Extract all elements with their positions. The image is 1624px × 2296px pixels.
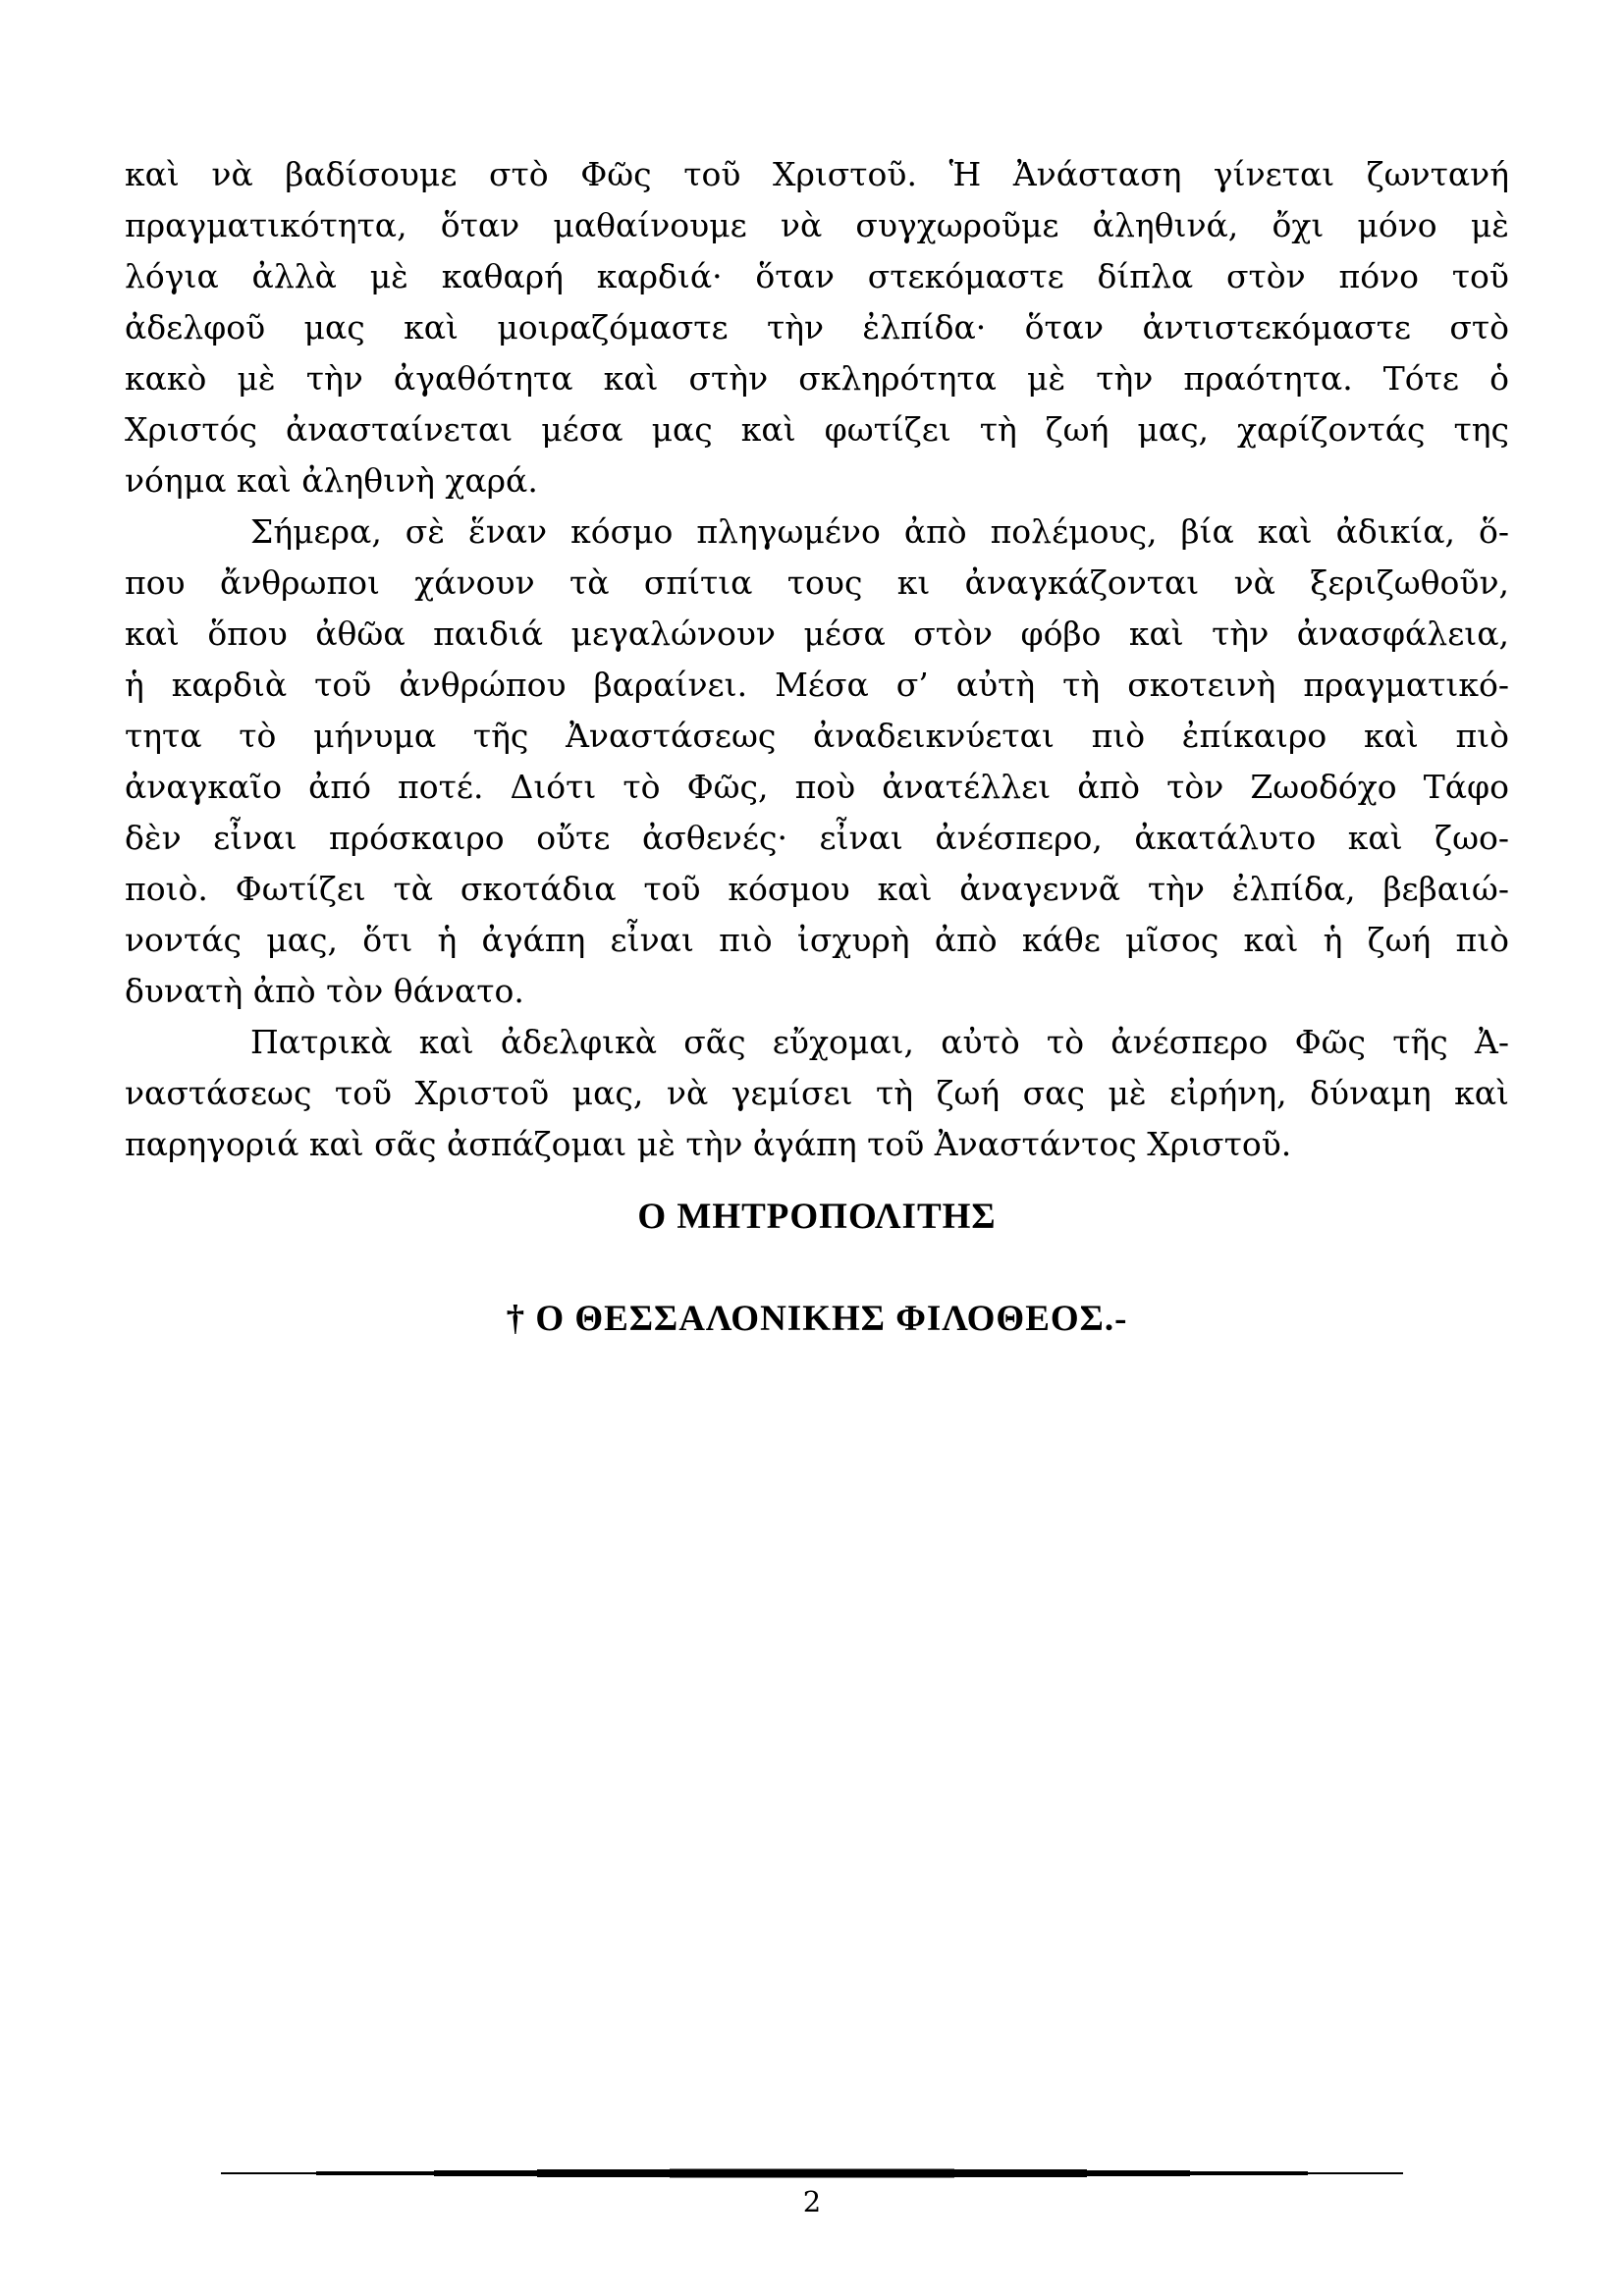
text-line: Πατρικὰ καὶ ἀδελφικὰ σᾶς εὔχομαι, αὐτὸ τὸ ἀνέσπερο Φῶς τῆς Ἀ- [250, 1023, 1509, 1061]
text-line: λόγια ἀλλὰ μὲ καθαρή καρδιά· ὅταν στεκόμαστε δίπλα στὸν πόνο τοῦ [125, 257, 1509, 295]
text-line: πραγματικότητα, ὅταν μαθαίνουμε νὰ συγχωροῦμε ἀληθινά, ὄχι μόνο μὲ [125, 206, 1509, 244]
paragraph [125, 507, 1509, 1017]
closing-signature: † Ο ΘΕΣΣΑΛΟΝΙΚΗΣ ΦΙΛΟΘΕΟΣ.- [506, 1299, 1128, 1339]
letter-body [125, 149, 1509, 1345]
paragraph [125, 1017, 1509, 1170]
text-line: Σήμερα, σὲ ἕναν κόσμο πληγωμένο ἀπὸ πολέμους, βία καὶ ἀδικία, ὅ- [250, 512, 1509, 551]
text-line: νοντάς μας, ὅτι ἡ ἀγάπη εἶναι πιὸ ἰσχυρὴ ἀπὸ κάθε μῖσος καὶ ἡ ζωή πιὸ [125, 921, 1509, 959]
text-line: ἀναγκαῖο ἀπό ποτέ. Διότι τὸ Φῶς, ποὺ ἀνατέλλει ἀπὸ τὸν Ζωοδόχο Τάφο [125, 768, 1509, 806]
text-line: ἀδελφοῦ μας καὶ μοιραζόμαστε τὴν ἐλπίδα· ὅταν ἀντιστεκόμαστε στὸ [125, 308, 1509, 347]
text-line: Χριστός ἀνασταίνεται μέσα μας καὶ φωτίζει τὴ ζωή μας, χαρίζοντάς της [125, 410, 1509, 449]
text-line: που ἄνθρωποι χάνουν τὰ σπίτια τους κι ἀναγκάζονται νὰ ξεριζωθοῦν, [125, 563, 1509, 602]
text-line: δυνατὴ ἀπὸ τὸν θάνατο. [125, 972, 524, 1010]
text-line: ἡ καρδιὰ τοῦ ἀνθρώπου βαραίνει. Μέσα σ’ αὐτὴ τὴ σκοτεινὴ πραγματικό- [125, 666, 1509, 704]
divider-segment [670, 2169, 954, 2178]
text-line: ποιὸ. Φωτίζει τὰ σκοτάδια τοῦ κόσμου καὶ ἀναγεννᾶ τὴν ἐλπίδα, βεβαιώ- [125, 870, 1509, 908]
text-line: καὶ νὰ βαδίσουμε στὸ Φῶς τοῦ Χριστοῦ. Ἡ Ἀνάσταση γίνεται ζωντανή [125, 155, 1509, 193]
footer-divider [221, 2168, 1403, 2178]
page-number-label: 2 [802, 2185, 822, 2218]
text-line: τητα τὸ μήνυμα τῆς Ἀναστάσεως ἀναδεικνύεται πιὸ ἐπίκαιρο καὶ πιὸ [125, 717, 1509, 755]
text-line: ναστάσεως τοῦ Χριστοῦ μας, νὰ γεμίσει τὴ ζωή σας μὲ εἰρήνη, δύναμη καὶ [125, 1074, 1509, 1112]
paragraph [125, 149, 1509, 507]
closing-title: Ο ΜΗΤΡΟΠΟΛΙΤΗΣ [637, 1197, 997, 1237]
text-line: καὶ ὅπου ἀθῶα παιδιά μεγαλώνουν μέσα στὸν φόβο καὶ τὴν ἀνασφάλεια, [125, 614, 1509, 653]
text-line: δὲν εἶναι πρόσκαιρο οὔτε ἀσθενές· εἶναι ἀνέσπερο, ἀκατάλυτο καὶ ζωο- [125, 819, 1509, 857]
text-line: νόημα καὶ ἀληθινὴ χαρά. [125, 461, 538, 500]
text-line: παρηγοριά καὶ σᾶς ἀσπάζομαι μὲ τὴν ἀγάπη τοῦ Ἀναστάντος Χριστοῦ. [125, 1125, 1292, 1163]
text-line: κακὸ μὲ τὴν ἀγαθότητα καὶ στὴν σκληρότητα μὲ τὴν πραότητα. Τότε ὁ [125, 359, 1509, 398]
